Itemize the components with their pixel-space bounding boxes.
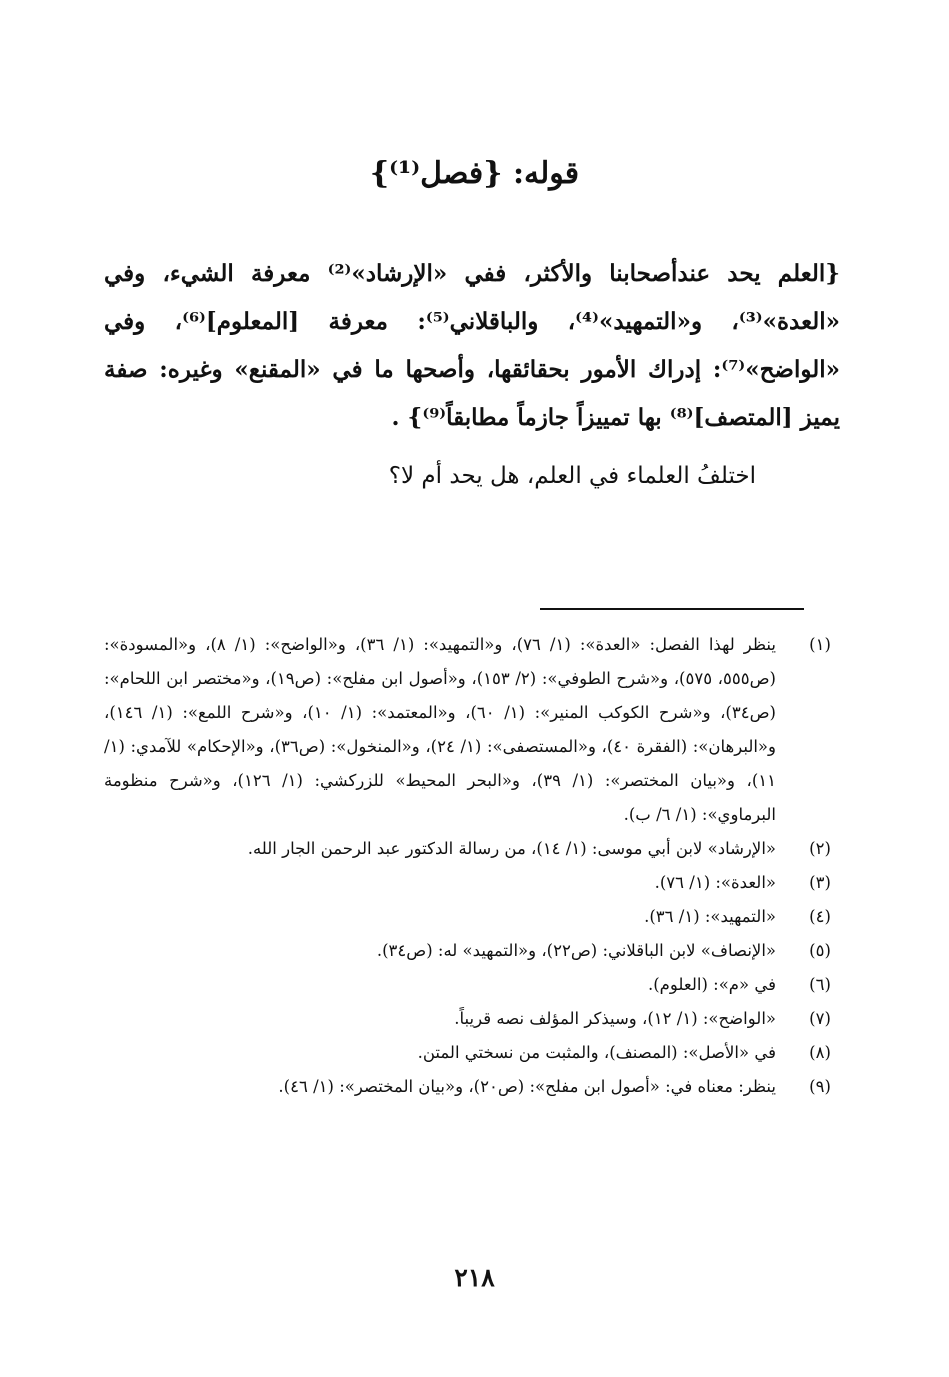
footnote-1 — [104, 628, 842, 832]
footnote-3 — [104, 866, 842, 900]
footnote-number: (٩) — [809, 1077, 831, 1096]
footnote-text: في «الأصل»: (المصنف)، والمثبت من نسختي المتن. — [417, 1043, 776, 1062]
footnote-2 — [104, 832, 842, 866]
commentary-question: اختلفُ العلماء في العلم، هل يحد أم لا؟ — [388, 463, 756, 489]
footnote-text: ينظر لهذا الفصل: «العدة»: (١/ ٧٦)، و«التمهيد»: (١/ ٣٦)، و«الواضح»: (١/ ٨)، و«المسودة»: (ص٥٥٥، ٥٧٥)، و«شرح الطوفي»: (٢/ ١٥٣)، و«أصول ابن مفلح»: (ص١٩)، و«مختصر ابن اللحام»: (ص٣٤)، و«شرح الكوكب المنير»: (١/ ٦٠)، و«المعتمد»: (١/ ١٠)، و«شرح اللمع»: (١/ ١٤٦)، و«البرهان»: (الفقرة ٤٠)، و«المستصفى»: (١/ ٢٤)، و«المنخول»: (ص٣٦)، و«الإحكام» للآمدي: (١/ ١١)، و«بيان المختصر»: (١/ ٣٩)، و«البحر المحيط» للزركشي: (١/ ١٢٦)، و«شرح منظومة البرماوي»: (١/ ٦/ ب). — [104, 635, 776, 824]
footnote-6 — [104, 968, 842, 1002]
footnote-number: (٧) — [809, 1009, 831, 1028]
footnote-text: «الإرشاد» لابن أبي موسى: (١/ ١٤)، من رسالة الدكتور عبد الرحمن الجار الله. — [247, 839, 776, 858]
footnote-text: في «م»: (العلوم). — [648, 975, 776, 994]
footnote-text: «الإنصاف» لابن الباقلاني: (ص٢٢)، و«التمهيد» له: (ص٣٤). — [376, 941, 776, 960]
page-number: ٢١٨ — [454, 1263, 495, 1292]
section-heading: قوله: {فصل⁽¹⁾} — [369, 156, 580, 191]
footnote-text: «العدة»: (١/ ٧٦). — [654, 873, 776, 892]
footnote-9 — [104, 1070, 842, 1104]
footnotes-list — [104, 628, 842, 1104]
footnote-number: (٦) — [809, 975, 831, 994]
footnote-number: (١) — [809, 635, 831, 654]
footnote-8 — [104, 1036, 842, 1070]
footnote-7 — [104, 1002, 842, 1036]
footnote-number: (٨) — [809, 1043, 831, 1062]
footnote-separator — [540, 608, 804, 610]
footnote-number: (٢) — [809, 839, 831, 858]
footnote-text: «التمهيد»: (١/ ٣٦). — [644, 907, 776, 926]
footnote-number: (٣) — [809, 873, 831, 892]
footnote-text: «الواضح»: (١/ ١٢)، وسيذكر المؤلف نصه قريباً. — [454, 1009, 776, 1028]
footnote-5 — [104, 934, 842, 968]
footnote-text: ينظر: معناه في: «أصول ابن مفلح»: (ص٢٠)، و«بيان المختصر»: (١/ ٤٦). — [278, 1077, 776, 1096]
main-text: {العلم يحد عندأصحابنا والأكثر، ففي «الإرشاد»⁽²⁾ معرفة الشيء، وفي «العدة»⁽³⁾، و«التمهيد»⁽⁴⁾، والباقلاني⁽⁵⁾: معرفة [المعلوم]⁽⁶⁾، وفي «الواضح»⁽⁷⁾: إدراك الأمور بحقائقها، وأصحها ما في «المقنع» وغيره: صفة يميز [المتصف]⁽⁸⁾ بها تمييزاً جازماً مطابقاً⁽⁹⁾} . — [104, 260, 841, 431]
footnote-4 — [104, 900, 842, 934]
footnote-number: (٤) — [809, 907, 831, 926]
footnote-number: (٥) — [809, 941, 831, 960]
